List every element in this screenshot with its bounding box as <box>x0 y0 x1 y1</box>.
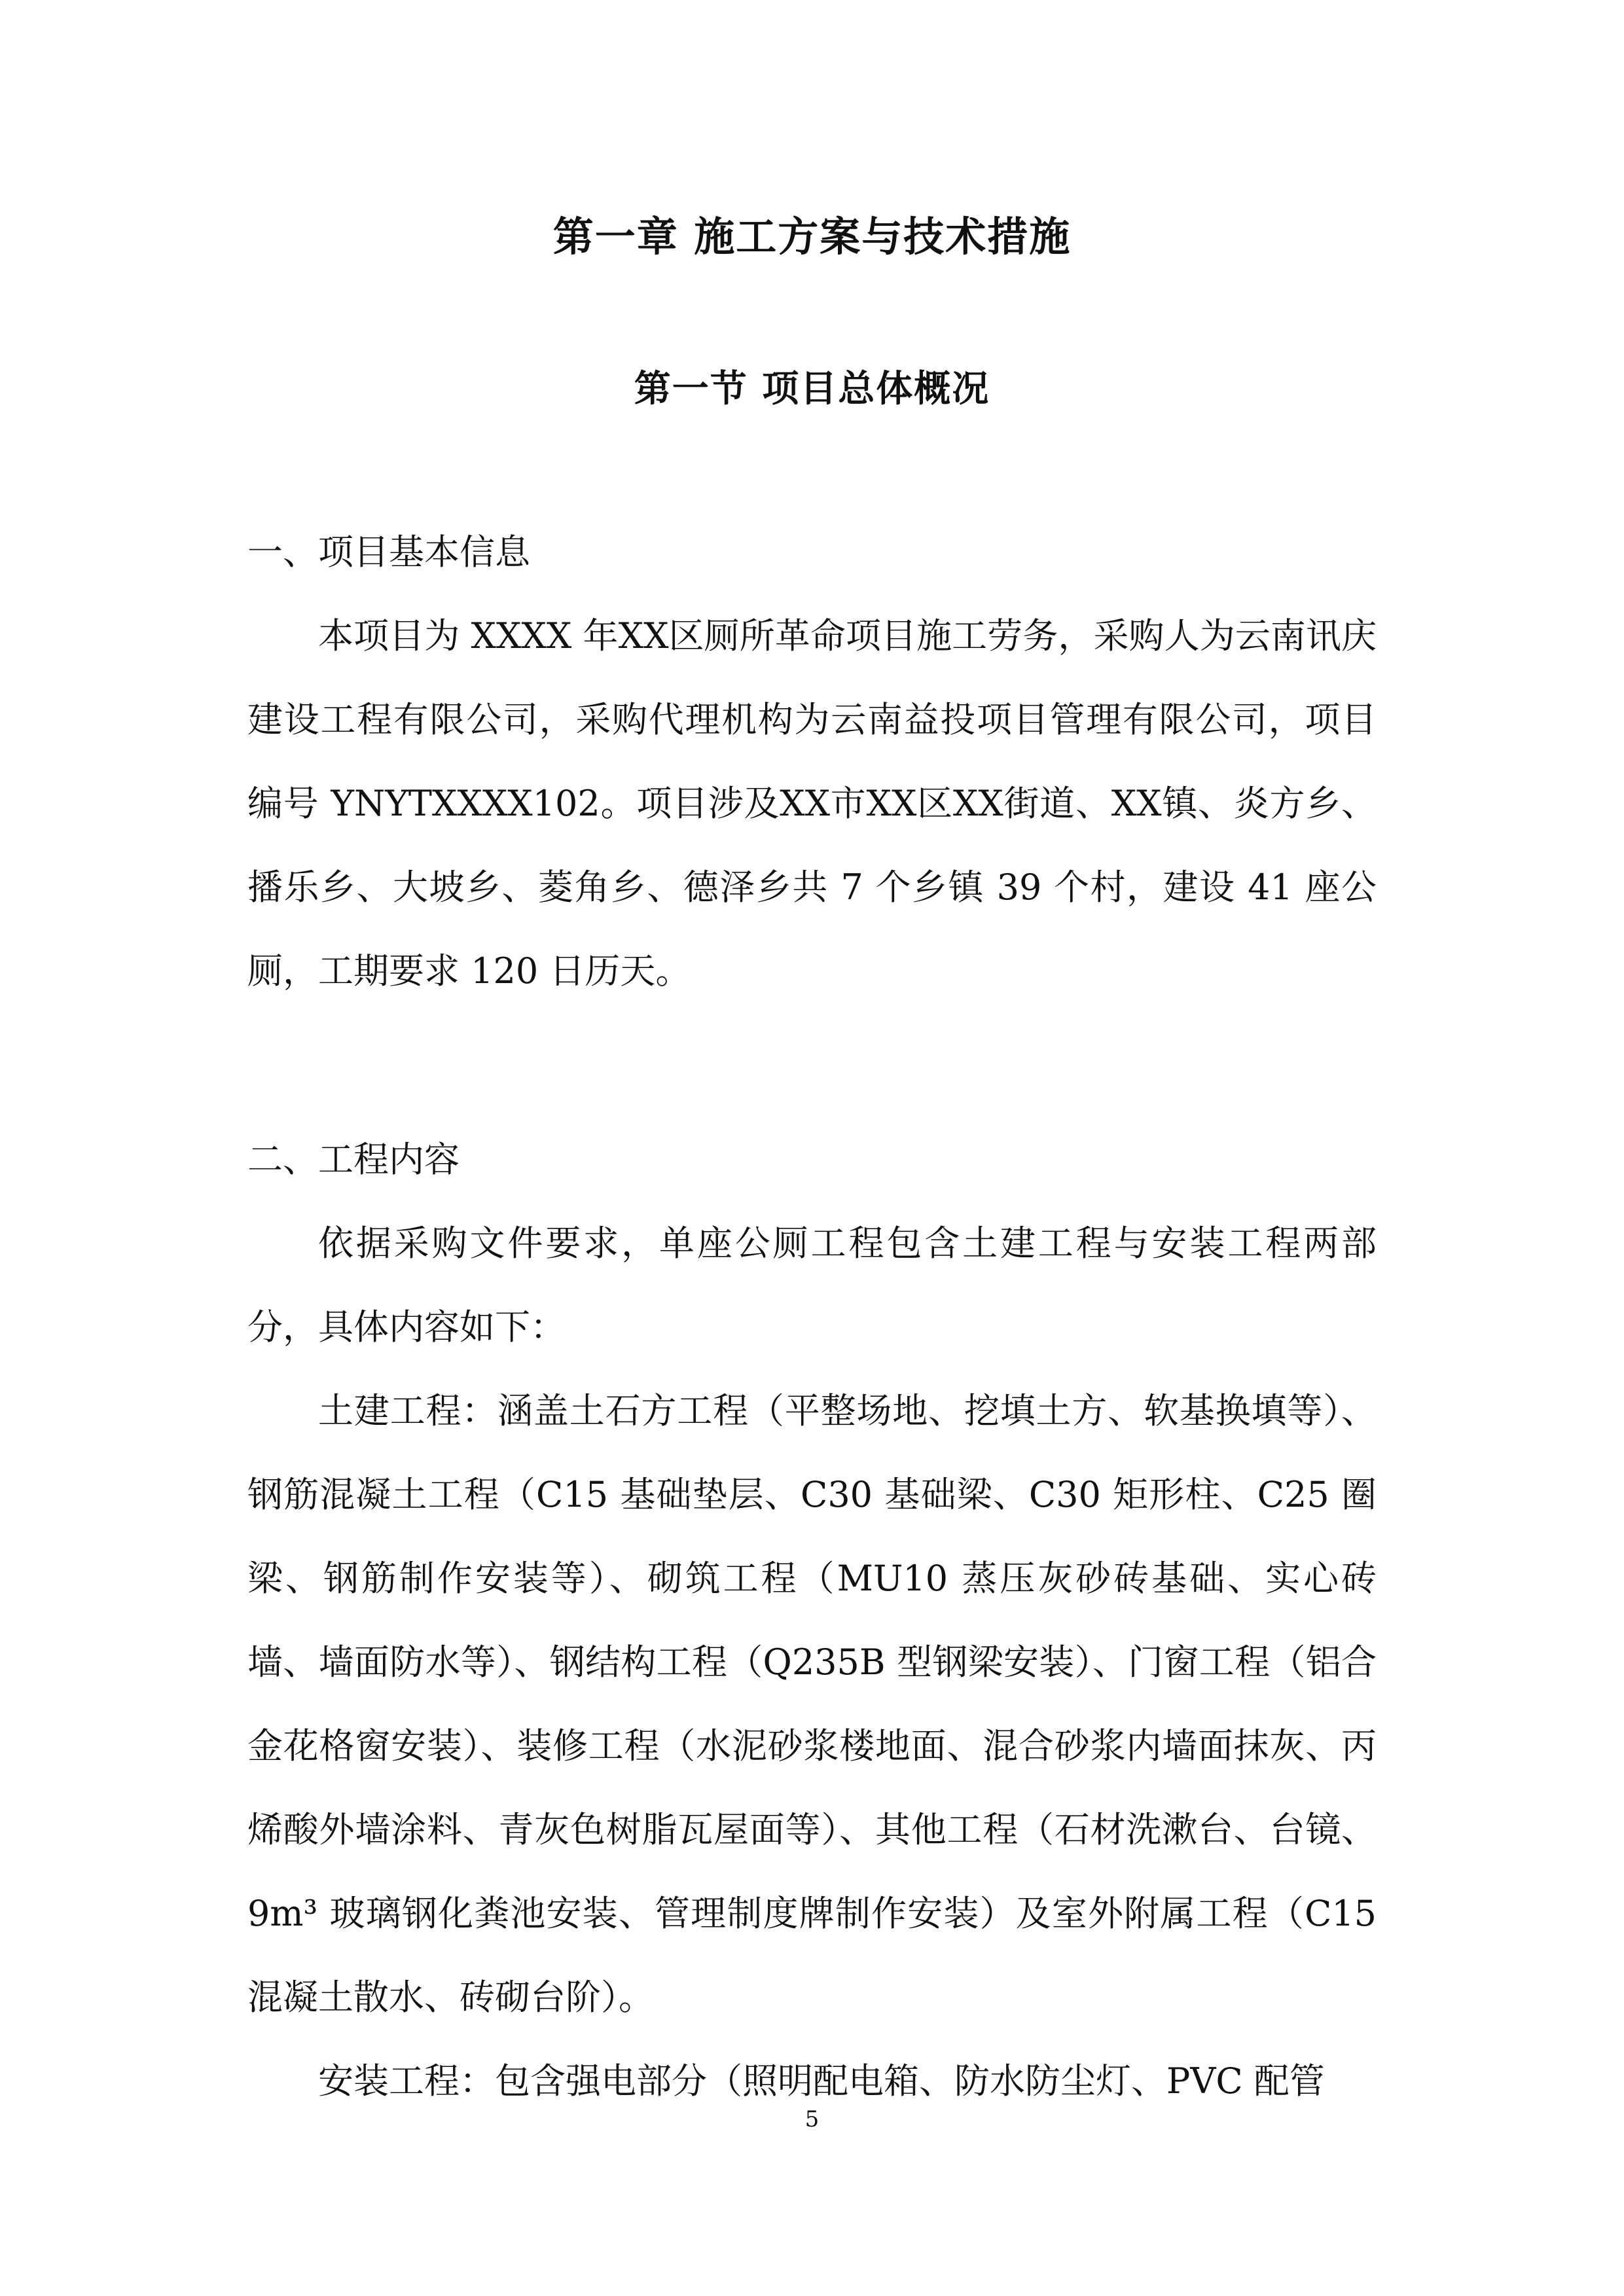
paragraph-gap <box>247 1013 1377 1118</box>
part1-heading: 一、项目基本信息 <box>247 531 530 573</box>
installation-works-paragraph: 安装工程：包含强电部分（照明配电箱、防水防尘灯、PVC 配管 <box>318 2060 1325 2102</box>
scope-intro-paragraph: 依据采购文件要求，单座公厕工程包含土建工程与安装工程两部分，具体内容如下： <box>247 1223 1377 1348</box>
page-number: 5 <box>804 2106 820 2132</box>
part2-heading: 二、工程内容 <box>247 1139 460 1180</box>
civil-works-paragraph: 土建工程：涵盖土石方工程（平整场地、挖填土方、软基换填等）、钢筋混凝土工程（C15 基础垫层、C30 基础梁、C30 矩形柱、C25 圈梁、钢筋制作安装等）、砌筑工程（MU10 蒸压灰砂砖基础、实心砖墙、墙面防水等）、钢结构工程（Q235B 型钢梁安装）、门窗工程（铝合金花格窗安装）、装修工程（水泥砂浆楼地面、混合砂浆内墙面抹灰、丙烯酸外墙涂料、青灰色树脂瓦屋面等）、其他工程（石材洗漱台、台镜、9m³ 玻璃钢化粪池安装、管理制度牌制作安装）及室外附属工程（C15 混凝土散水、砖砌台阶）。 <box>247 1390 1377 2018</box>
chapter-title: 第一章 施工方案与技术措施 <box>552 213 1072 260</box>
document-body <box>247 511 1377 2123</box>
project-info-paragraph: 本项目为 XXXX 年XX区厕所革命项目施工劳务，采购人为云南讯庆建设工程有限公司，采购代理机构为云南益投项目管理有限公司，项目编号 YNYTXXXX102。项目涉及XX市XX区XX街道、XX镇、炎方乡、播乐乡、大坡乡、菱角乡、德泽乡共 7 个乡镇 39 个村，建设 41 座公厕，工期要求 120 日历天。 <box>247 615 1377 992</box>
section-title: 第一节 项目总体概况 <box>634 367 990 410</box>
